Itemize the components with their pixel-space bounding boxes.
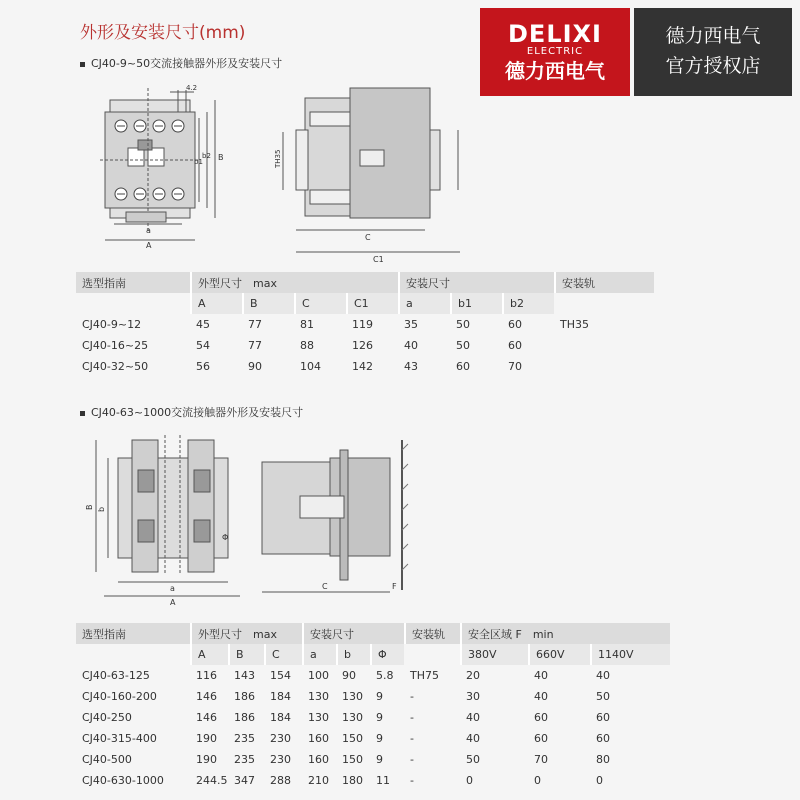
- table-cell: TH75: [410, 669, 439, 682]
- dim-F-label: F: [392, 582, 397, 591]
- table-cell: 160: [308, 753, 329, 766]
- dim-th35-label: TH35: [274, 149, 282, 168]
- dim-C1-label: C1: [373, 255, 384, 264]
- table-cell: CJ40-500: [82, 753, 132, 766]
- bullet-square-icon: [80, 411, 85, 416]
- badge-line-1: 德力西电气: [665, 25, 761, 47]
- table-cell: 160: [308, 732, 329, 745]
- table-cell: CJ40-630-1000: [82, 774, 164, 787]
- dim-C2-label: C: [322, 582, 328, 591]
- sub-header-cell: b1: [450, 293, 502, 314]
- table-cell: 45: [196, 318, 210, 331]
- page-title: 外形及安装尺寸(mm): [80, 23, 246, 43]
- table-cell: 60: [596, 711, 610, 724]
- table-cell: 5.8: [376, 669, 394, 682]
- table-cell: 30: [466, 690, 480, 703]
- table-cell: 50: [456, 318, 470, 331]
- logo-chinese: 德力西电气: [505, 59, 605, 83]
- table-cell: 70: [508, 360, 522, 373]
- sub-header-cell: C1: [346, 293, 398, 314]
- dim-A2-label: A: [170, 598, 176, 607]
- table-cell: 130: [308, 690, 329, 703]
- table-cell: 77: [248, 339, 262, 352]
- table-cell: 150: [342, 753, 363, 766]
- table-cell: -: [410, 732, 414, 745]
- table-cell: 154: [270, 669, 291, 682]
- dim-42-label: 4.2: [186, 84, 198, 92]
- table-cell: 184: [270, 711, 291, 724]
- table-cell: 180: [342, 774, 363, 787]
- logo-subtext: ELECTRIC: [526, 46, 584, 57]
- table-cell: 130: [342, 711, 363, 724]
- table-cell: 116: [196, 669, 217, 682]
- section2-subtitle: CJ40-63~1000交流接触器外形及安装尺寸: [80, 404, 303, 420]
- table-cell: CJ40-63-125: [82, 669, 150, 682]
- header-cell: 选型指南: [76, 272, 190, 293]
- table-cell: 244.5: [196, 774, 228, 787]
- table-cell: 81: [300, 318, 314, 331]
- table-cell: 56: [196, 360, 210, 373]
- table-cell: 90: [248, 360, 262, 373]
- dim-b1-label: b1: [194, 158, 203, 166]
- table-cell: 50: [456, 339, 470, 352]
- table-row: [76, 335, 654, 356]
- table-cell: CJ40-160-200: [82, 690, 157, 703]
- sub-header-cell: A: [190, 293, 242, 314]
- table-row: [76, 356, 654, 377]
- table-cell: 60: [456, 360, 470, 373]
- spec-table-2: [76, 623, 670, 791]
- table-cell: 146: [196, 690, 217, 703]
- dim-a2-label: a: [170, 584, 175, 593]
- table-cell: 9: [376, 732, 383, 745]
- table-cell: 130: [308, 711, 329, 724]
- table-cell: 90: [342, 669, 356, 682]
- table-row: [76, 314, 654, 335]
- sub-header-cell: A: [190, 644, 228, 665]
- table-cell: TH35: [560, 318, 589, 331]
- sub-header-cell: B: [242, 293, 294, 314]
- side-view-drawing-2: [262, 440, 408, 592]
- header-cell: 外型尺寸 max: [190, 623, 302, 644]
- table-cell: 130: [342, 690, 363, 703]
- table-cell: 9: [376, 711, 383, 724]
- sub-header-cell: Φ: [370, 644, 404, 665]
- table1-sub-header-row: [76, 293, 654, 314]
- table-cell: 104: [300, 360, 321, 373]
- logo-text: DELIXI: [508, 20, 602, 48]
- table-cell: 186: [234, 711, 255, 724]
- sub-header-cell: b: [336, 644, 370, 665]
- header-cell: 安装尺寸: [302, 623, 404, 644]
- dim-b-label: b: [97, 506, 106, 512]
- table-cell: -: [410, 774, 414, 787]
- table-row: [76, 749, 670, 770]
- table-cell: 119: [352, 318, 373, 331]
- header-cell: 选型指南: [76, 623, 190, 644]
- sub-header-cell: B: [228, 644, 264, 665]
- dim-C-label: C: [365, 233, 371, 242]
- table-cell: 88: [300, 339, 314, 352]
- sub-header-cell: a: [398, 293, 450, 314]
- header-cell: 安装尺寸: [398, 272, 554, 293]
- table-cell: -: [410, 753, 414, 766]
- dim-B-label: B: [218, 153, 224, 162]
- table-cell: 190: [196, 753, 217, 766]
- front-view-drawing-2: [96, 435, 240, 596]
- table-cell: 35: [404, 318, 418, 331]
- table-cell: 150: [342, 732, 363, 745]
- table1-group-header-row: [76, 272, 654, 293]
- table-cell: 60: [534, 711, 548, 724]
- table-cell: -: [410, 690, 414, 703]
- table-cell: 20: [466, 669, 480, 682]
- sub-header-cell: a: [302, 644, 336, 665]
- table-row: [76, 686, 670, 707]
- table-cell: 11: [376, 774, 390, 787]
- table-cell: 80: [596, 753, 610, 766]
- table-row: [76, 770, 670, 791]
- sub-header-cell: 380V: [460, 644, 528, 665]
- header-cell: 安全区域 F min: [460, 623, 670, 644]
- table-cell: 288: [270, 774, 291, 787]
- table-cell: 0: [596, 774, 603, 787]
- table-cell: 230: [270, 732, 291, 745]
- table-cell: 230: [270, 753, 291, 766]
- side-view-drawing: [283, 88, 460, 252]
- table-cell: 184: [270, 690, 291, 703]
- table-cell: 40: [534, 669, 548, 682]
- table-cell: 40: [404, 339, 418, 352]
- sub-header-cell: 1140V: [590, 644, 670, 665]
- table-cell: 50: [466, 753, 480, 766]
- table-cell: CJ40-315-400: [82, 732, 157, 745]
- table-cell: 142: [352, 360, 373, 373]
- sub-header-cell: C: [264, 644, 302, 665]
- header-cell: 外型尺寸 max: [190, 272, 398, 293]
- table-cell: 100: [308, 669, 329, 682]
- table-row: [76, 728, 670, 749]
- table-cell: 186: [234, 690, 255, 703]
- table-cell: 347: [234, 774, 255, 787]
- table-row: [76, 665, 670, 686]
- sub-header-cell: C: [294, 293, 346, 314]
- table-cell: 43: [404, 360, 418, 373]
- table-cell: 50: [596, 690, 610, 703]
- table-cell: [554, 335, 654, 356]
- table2-sub-header-row: [76, 644, 670, 665]
- dim-a-label: a: [146, 226, 151, 235]
- dim-B2-label: B: [85, 504, 94, 510]
- table-cell: 0: [534, 774, 541, 787]
- header-cell: 安装轨: [404, 623, 460, 644]
- sub-header-cell: b2: [502, 293, 554, 314]
- table-cell: 60: [534, 732, 548, 745]
- table-cell: 40: [596, 669, 610, 682]
- header-cell: 安装轨: [554, 272, 654, 293]
- table-cell: 40: [466, 732, 480, 745]
- sub-header-cell: 660V: [528, 644, 590, 665]
- section1-subtitle: CJ40-9~50交流接触器外形及安装尺寸: [80, 55, 282, 71]
- table-cell: CJ40-250: [82, 711, 132, 724]
- table2-group-header-row: [76, 623, 670, 644]
- table-cell: 60: [508, 339, 522, 352]
- table-cell: 210: [308, 774, 329, 787]
- spec-table-1: [76, 272, 654, 377]
- table-cell: 77: [248, 318, 262, 331]
- table-cell: 235: [234, 732, 255, 745]
- dim-phi-label: Φ: [222, 533, 229, 542]
- dim-A-label: A: [146, 241, 152, 250]
- table-cell: 126: [352, 339, 373, 352]
- table-cell: 60: [596, 732, 610, 745]
- table-cell: 70: [534, 753, 548, 766]
- badge-line-2: 官方授权店: [665, 55, 761, 77]
- table-cell: 0: [466, 774, 473, 787]
- table-cell: [554, 356, 654, 377]
- dim-b2-label: b2: [202, 152, 211, 160]
- table-cell: 40: [466, 711, 480, 724]
- table-row: [76, 707, 670, 728]
- table-cell: CJ40-9~12: [82, 318, 142, 331]
- table-cell: 143: [234, 669, 255, 682]
- table-cell: CJ40-32~50: [82, 360, 149, 373]
- table-cell: 9: [376, 690, 383, 703]
- table-cell: 235: [234, 753, 255, 766]
- table-cell: CJ40-16~25: [82, 339, 149, 352]
- table-cell: 9: [376, 753, 383, 766]
- table-cell: 190: [196, 732, 217, 745]
- table-cell: -: [410, 711, 414, 724]
- table-cell: 54: [196, 339, 210, 352]
- table-cell: 146: [196, 711, 217, 724]
- table-cell: 60: [508, 318, 522, 331]
- table-cell: 40: [534, 690, 548, 703]
